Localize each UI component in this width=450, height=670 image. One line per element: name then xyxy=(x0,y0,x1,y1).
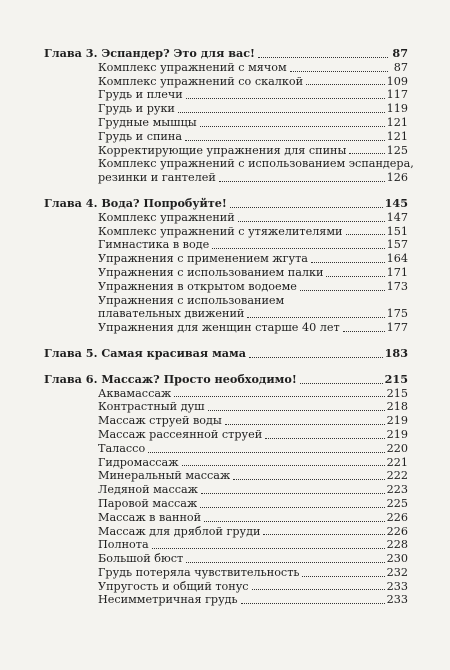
entry-title: Массаж в ванной xyxy=(98,510,202,524)
page-number: 221 xyxy=(386,455,408,469)
leader-dots xyxy=(238,221,385,222)
toc-entry[interactable] xyxy=(44,497,408,511)
toc-entry[interactable] xyxy=(44,469,408,483)
entry-title: Комплекс упражнений с мячом xyxy=(98,60,287,74)
entry-title: резинки и гантелей xyxy=(98,171,216,185)
entry-title: плавательных движений xyxy=(98,307,245,321)
chapter-title: Глава 4. Вода? Попробуйте! xyxy=(44,196,227,210)
toc-entry[interactable] xyxy=(44,88,408,102)
leader-dots xyxy=(182,465,385,466)
page-number: 215 xyxy=(386,386,408,400)
chapter-title: Глава 5. Самая красивая мама xyxy=(44,346,247,360)
toc-entry[interactable] xyxy=(44,580,408,594)
entry-title: Большой бюст xyxy=(98,552,184,566)
toc-entry[interactable] xyxy=(44,387,408,401)
leader-dots xyxy=(306,84,385,85)
chapter-title: Глава 3. Эспандер? Это для вас! xyxy=(44,47,255,60)
chapter-title: Глава 6. Массаж? Просто необходимо! xyxy=(44,372,297,386)
page-number: 175 xyxy=(386,307,408,321)
page-number: 171 xyxy=(386,265,408,279)
toc-entry[interactable] xyxy=(44,252,408,266)
toc-entry[interactable] xyxy=(44,511,408,525)
leader-dots xyxy=(208,410,385,411)
toc-entry[interactable] xyxy=(44,552,408,566)
entry-title: Талассо xyxy=(98,441,146,455)
page-number: 121 xyxy=(386,129,408,143)
leader-dots xyxy=(249,357,383,358)
entry-title: Корректирующие упражнения для спины xyxy=(98,143,347,157)
leader-dots xyxy=(200,126,385,127)
toc-entry-line: Комплекс упражнений с использованием эспандера, xyxy=(98,157,414,171)
leader-dots xyxy=(225,424,385,425)
toc-entry[interactable] xyxy=(44,456,408,470)
toc-entry[interactable] xyxy=(44,483,408,497)
page-number: 219 xyxy=(386,414,408,428)
chapter-heading[interactable] xyxy=(44,197,408,211)
toc-entry[interactable] xyxy=(44,116,408,130)
page-number: 228 xyxy=(386,538,408,552)
toc-entry[interactable] xyxy=(44,61,408,75)
page-number: 173 xyxy=(386,279,408,293)
entry-title: Комплекс упражнений xyxy=(98,210,235,224)
page-number: 126 xyxy=(386,171,408,185)
page-number: 177 xyxy=(386,321,408,335)
entry-title: Минеральный массаж xyxy=(98,469,231,483)
toc-entry-line: Упражнения с использованием xyxy=(98,293,285,307)
toc-entry[interactable] xyxy=(44,321,408,335)
page-number: 233 xyxy=(386,593,408,607)
entry-title: Массаж струей воды xyxy=(98,414,222,428)
toc-entry[interactable] xyxy=(44,428,408,442)
toc-entry[interactable] xyxy=(44,75,408,89)
leader-dots xyxy=(311,262,385,263)
page-number: 87 xyxy=(393,60,408,74)
page-number: 147 xyxy=(386,210,408,224)
leader-dots xyxy=(174,396,384,397)
page-number: 232 xyxy=(386,565,408,579)
page-number: 223 xyxy=(386,483,408,497)
page-number: 183 xyxy=(384,345,408,360)
entry-title: Несимметричная грудь xyxy=(98,593,238,607)
entry-title: Гимнастика в воде xyxy=(98,238,210,252)
entry-title: Гидромассаж xyxy=(98,455,179,469)
entry-title: Грудь и спина xyxy=(98,129,183,143)
page-number: 222 xyxy=(386,469,408,483)
page-number: 215 xyxy=(384,371,408,386)
page-number: 119 xyxy=(386,102,408,116)
leader-dots xyxy=(212,248,384,249)
chapter-heading[interactable] xyxy=(44,373,408,387)
toc-entry[interactable] xyxy=(44,566,408,580)
page-number: 117 xyxy=(386,88,408,102)
entry-title: Комплекс упражнений с утяжелителями xyxy=(98,224,343,238)
entry-title: Грудь и плечи xyxy=(98,88,183,102)
toc-entry[interactable] xyxy=(44,211,408,225)
toc-entry[interactable] xyxy=(44,525,408,539)
chapter-heading[interactable] xyxy=(44,47,408,61)
toc-entry[interactable] xyxy=(44,593,408,607)
leader-dots xyxy=(233,479,384,480)
toc-entry[interactable] xyxy=(44,400,408,414)
page-number: 164 xyxy=(386,252,408,266)
entry-title: Грудь и руки xyxy=(98,102,175,116)
page-number: 230 xyxy=(386,552,408,566)
page-number: 145 xyxy=(384,195,408,210)
entry-title: Упражнения с использованием палки xyxy=(98,265,324,279)
leader-dots xyxy=(230,207,383,208)
page-number: 226 xyxy=(386,510,408,524)
leader-dots xyxy=(200,507,384,508)
chapter-heading[interactable] xyxy=(44,347,408,361)
page-number: 157 xyxy=(386,238,408,252)
chapter-section xyxy=(44,373,408,608)
page-number: 121 xyxy=(386,115,408,129)
leader-dots xyxy=(241,603,385,604)
toc-entry[interactable] xyxy=(44,225,408,239)
leader-dots xyxy=(152,548,385,549)
entry-title: Контрастный душ xyxy=(98,400,205,414)
page-number: 151 xyxy=(386,224,408,238)
page-number: 220 xyxy=(386,441,408,455)
leader-dots xyxy=(326,276,384,277)
leader-dots xyxy=(186,562,384,563)
leader-dots xyxy=(186,98,385,99)
leader-dots xyxy=(349,153,384,154)
page-number: 109 xyxy=(386,74,408,88)
leader-dots xyxy=(185,140,385,141)
leader-dots xyxy=(300,383,383,384)
leader-dots xyxy=(290,71,388,72)
entry-title: Грудь потеряла чувствительность xyxy=(98,565,300,579)
entry-title: Грудные мышцы xyxy=(98,115,197,129)
toc-entry[interactable] xyxy=(44,144,408,158)
entry-title: Массаж для дряблой груди xyxy=(98,524,261,538)
leader-dots xyxy=(258,57,388,58)
page-number: 233 xyxy=(386,579,408,593)
leader-dots xyxy=(263,534,384,535)
toc-entry[interactable] xyxy=(44,238,408,252)
chapter-section xyxy=(44,46,414,185)
page-number: 125 xyxy=(386,143,408,157)
table-of-contents xyxy=(44,46,414,619)
leader-dots xyxy=(300,290,385,291)
toc-entry[interactable] xyxy=(44,102,408,116)
toc-entry[interactable] xyxy=(44,266,408,280)
entry-title: Комплекс упражнений со скалкой xyxy=(98,74,304,88)
leader-dots xyxy=(219,181,385,182)
page-number: 225 xyxy=(386,496,408,510)
toc-entry[interactable] xyxy=(44,130,408,144)
toc-entry[interactable] xyxy=(44,414,408,428)
chapter-section xyxy=(44,347,408,361)
entry-title: Упражнения в открытом водоеме xyxy=(98,279,297,293)
leader-dots xyxy=(265,438,384,439)
leader-dots xyxy=(148,452,384,453)
entry-title: Полнота xyxy=(98,538,149,552)
entry-title: Паровой массаж xyxy=(98,496,198,510)
page-number: 226 xyxy=(386,524,408,538)
page-number: 87 xyxy=(392,46,408,60)
entry-title: Упражнения для женщин старше 40 лет xyxy=(98,321,340,335)
leader-dots xyxy=(252,589,385,590)
page-number: 218 xyxy=(386,400,408,414)
leader-dots xyxy=(302,576,384,577)
page-number: 219 xyxy=(386,427,408,441)
entry-title: Упражнения с применением жгута xyxy=(98,252,308,266)
leader-dots xyxy=(178,112,385,113)
leader-dots xyxy=(343,331,385,332)
entry-title: Упругость и общий тонус xyxy=(98,579,249,593)
entry-title: Ледяной массаж xyxy=(98,483,198,497)
entry-title: Массаж рассеянной струей xyxy=(98,427,263,441)
leader-dots xyxy=(247,317,384,318)
toc-entry[interactable] xyxy=(44,280,408,294)
leader-dots xyxy=(201,493,385,494)
toc-entry[interactable] xyxy=(44,442,408,456)
entry-title: Аквамассаж xyxy=(98,386,172,400)
leader-dots xyxy=(204,521,385,522)
leader-dots xyxy=(346,234,385,235)
chapter-section xyxy=(44,197,408,335)
toc-entry[interactable] xyxy=(44,307,408,321)
toc-entry[interactable] xyxy=(44,171,408,185)
toc-entry[interactable] xyxy=(44,538,408,552)
